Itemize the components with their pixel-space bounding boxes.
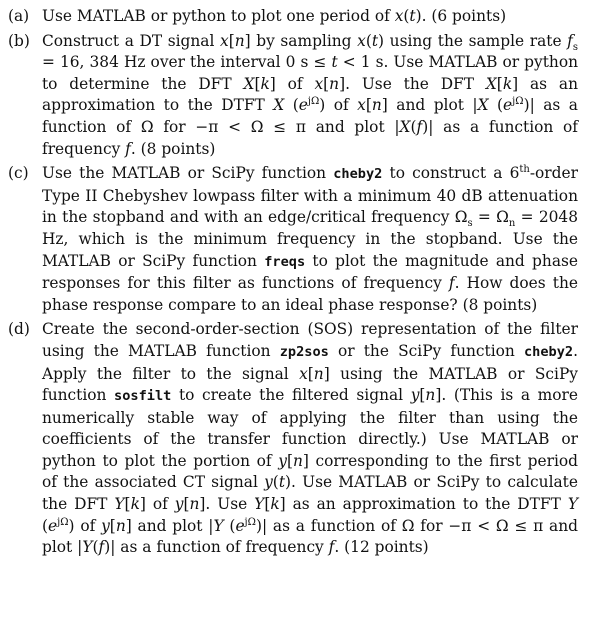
text-run: ] by sampling: [244, 31, 358, 50]
item-label: (a): [8, 7, 30, 25]
text-run: )| as a function of frequency: [104, 538, 329, 557]
text-run: [: [264, 495, 271, 514]
math-token: jΩ: [307, 96, 320, 108]
math-token: y: [101, 516, 110, 535]
math-token: Y: [213, 516, 224, 535]
text-run: ). Use MATLAB or SciPy to calculate the DFT: [42, 473, 578, 514]
math-token: y: [410, 386, 420, 405]
math-token: n: [115, 516, 126, 535]
text-run: [: [307, 364, 314, 383]
text-run: (: [488, 96, 504, 115]
math-token: X: [399, 117, 411, 136]
math-token: t: [409, 7, 416, 25]
math-token: n: [292, 451, 303, 470]
text-run: Use the MATLAB or SciPy function: [42, 164, 334, 183]
math-token: y: [174, 495, 184, 514]
math-token: f: [567, 31, 573, 50]
text-run: (: [365, 31, 372, 50]
math-token: x: [314, 74, 324, 93]
text-run: [: [286, 451, 293, 470]
math-token: f: [125, 139, 131, 158]
math-token: n: [313, 364, 324, 383]
text-run: )| as a function of frequency: [42, 117, 578, 158]
text-run: . (12 points): [334, 538, 429, 557]
item-text: [42, 31, 578, 161]
math-token: y: [278, 451, 287, 470]
text-run: < 1 s. Use MATLAB or python to determine the DFT: [42, 53, 579, 93]
math-token: k: [270, 495, 280, 514]
math-token: X: [477, 96, 489, 115]
text-run: [: [228, 31, 235, 50]
math-token: f: [98, 538, 105, 557]
text-run: [: [254, 74, 261, 93]
math-token: jΩ: [244, 516, 256, 528]
math-token: X: [243, 74, 255, 93]
text-run: ] of: [139, 495, 175, 514]
text-run: [: [365, 96, 372, 115]
math-token: jΩ: [512, 96, 524, 108]
math-token: Y: [82, 538, 93, 557]
code-token: cheby2: [523, 343, 574, 360]
text-run: (: [223, 516, 236, 535]
math-token: f: [448, 274, 455, 293]
text-run: [: [496, 74, 503, 93]
math-token: Y: [114, 495, 125, 514]
text-run: ] and plot |: [125, 516, 214, 535]
text-run: (: [272, 473, 279, 492]
item-b: [8, 31, 578, 161]
math-token: x: [299, 364, 308, 383]
code-token: zp2sos: [279, 343, 329, 360]
math-token: th: [519, 164, 530, 176]
text-run: Construct a DT signal: [42, 31, 221, 50]
text-run: . Apply the filter to the signal: [42, 341, 578, 383]
text-run: (: [42, 516, 49, 535]
text-run: -order Type II Chebyshev lowpass filter with a minimum 40 dB attenuation in the stopband and with an edge/critical frequency Ω: [42, 164, 578, 227]
math-token: e: [298, 96, 308, 115]
item-text: [42, 163, 578, 316]
text-run: = Ω: [472, 208, 509, 227]
text-run: ]. Use: [199, 495, 255, 514]
text-run: (: [284, 96, 299, 115]
item-c: [8, 163, 578, 316]
text-run: (: [403, 7, 410, 25]
math-token: t: [278, 473, 285, 492]
code-token: cheby2: [333, 166, 383, 183]
math-token: e: [503, 96, 513, 115]
math-token: y: [264, 473, 273, 492]
math-token: X: [273, 96, 285, 115]
text-run: Create the second-order-section (SOS) representation of the filter using the MATLAB function: [42, 320, 578, 360]
text-run: ]. (This is a more numerically stable way of applying the filter than using the coefficients of the transfer function directly.) Use MATLAB or python to plot the portion of: [42, 386, 579, 470]
item-label: (d): [8, 320, 30, 339]
math-token: n: [371, 96, 382, 115]
math-token: x: [357, 31, 366, 50]
math-token: t: [331, 53, 338, 72]
item-text: [42, 6, 578, 28]
text-run: ] using the MATLAB or SciPy function: [42, 364, 578, 405]
code-token: freqs: [264, 253, 306, 270]
math-token: n: [234, 31, 245, 50]
item-a: [8, 6, 578, 28]
text-run: to create the filtered signal: [171, 386, 411, 405]
math-token: n: [329, 74, 340, 93]
text-run: ]. Use the DFT: [339, 74, 486, 93]
item-text: [42, 319, 578, 559]
text-run: ) of: [319, 96, 358, 115]
text-run: = 16, 384 Hz over the interval 0 s ≤: [42, 53, 332, 72]
math-token: x: [394, 7, 404, 25]
text-run: to plot the magnitude and phase responses for this filter as functions of frequency: [42, 251, 579, 293]
math-token: n: [508, 218, 516, 230]
math-token: s: [572, 41, 579, 53]
text-run: (: [410, 117, 417, 136]
math-token: t: [371, 31, 379, 50]
text-run: [: [419, 386, 426, 405]
math-token: s: [467, 218, 473, 230]
text-run: ] corresponding to the first period of the associated CT signal: [42, 451, 578, 492]
text-run: ] and plot |: [381, 96, 478, 115]
text-run: ) using the sample rate: [378, 31, 568, 50]
text-run: )| as a function of Ω for −π < Ω ≤ π and plot |: [42, 96, 578, 136]
text-run: ] of: [269, 74, 315, 93]
text-run: . How does the phase response compare to an ideal phase response? (8 points): [42, 274, 578, 314]
text-run: ] as an approximation to the DTFT: [279, 495, 568, 514]
math-token: k: [502, 74, 513, 93]
text-run: ] as an approximation to the DTFT: [42, 74, 578, 115]
math-token: X: [485, 74, 497, 93]
text-run: [: [109, 516, 116, 535]
code-token: sosfilt: [114, 388, 172, 405]
item-d: [8, 319, 578, 559]
math-token: f: [328, 538, 335, 557]
item-label: (c): [8, 164, 29, 183]
math-token: n: [189, 495, 200, 514]
text-run: to construct a 6: [382, 164, 520, 183]
math-token: n: [425, 386, 436, 405]
text-run: Use MATLAB or python to plot one period of: [42, 7, 395, 25]
math-token: e: [48, 516, 58, 535]
text-run: [: [183, 495, 190, 514]
math-token: f: [416, 117, 423, 136]
text-run: or the SciPy function: [328, 341, 524, 360]
math-token: x: [357, 96, 366, 115]
math-token: e: [235, 516, 245, 535]
text-run: [: [124, 495, 131, 514]
math-token: x: [220, 31, 229, 50]
text-run: (: [92, 538, 99, 557]
math-token: Y: [567, 495, 578, 514]
math-token: k: [260, 74, 270, 93]
text-run: = 2048 Hz, which is the minimum frequency in the stopband. Use the MATLAB or SciPy function: [42, 208, 578, 270]
text-run: )| as a function of Ω for −π < Ω ≤ π and plot |: [42, 516, 578, 557]
item-label: (b): [8, 31, 30, 50]
text-run: . (8 points): [130, 139, 216, 158]
math-token: k: [130, 495, 140, 514]
text-run: ). (6 points): [415, 7, 507, 25]
text-run: [: [323, 74, 330, 93]
text-run: ) of: [68, 516, 102, 535]
math-token: Y: [254, 495, 265, 514]
math-token: jΩ: [57, 516, 69, 528]
